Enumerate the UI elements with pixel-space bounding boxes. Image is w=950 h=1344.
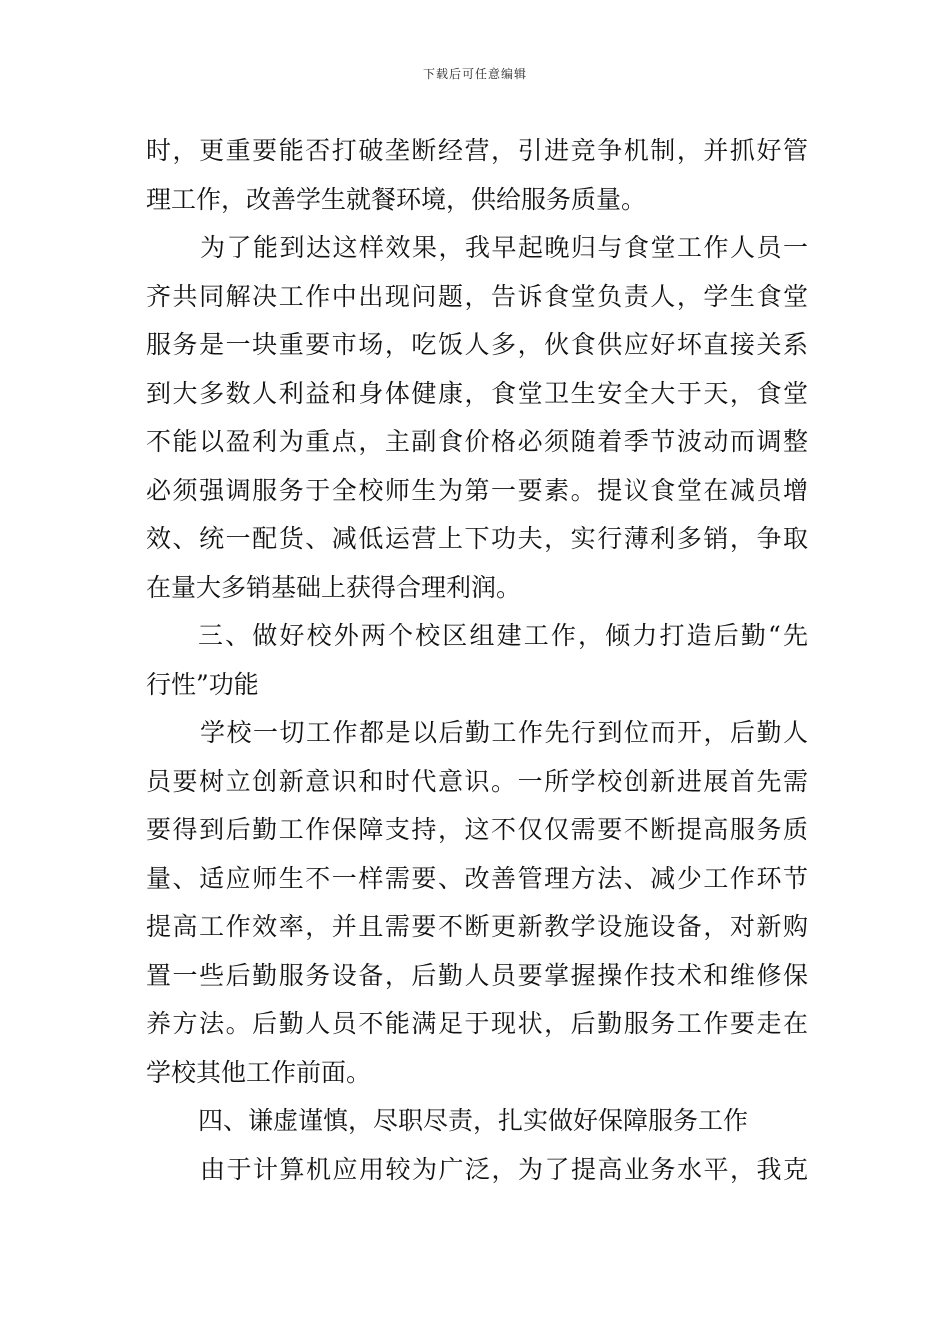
section-heading-3: 三、做好校外两个校区组建工作，倾力打造后勤“先 xyxy=(198,621,808,650)
text-line: 学校一切工作都是以后勤工作先行到位而开，后勤人 xyxy=(200,718,808,747)
text-line: 由于计算机应用较为广泛，为了提高业务水平，我克 xyxy=(200,1154,808,1184)
text-line: 提高工作效率，并且需要不断更新教学设施设备，对新购 xyxy=(146,912,808,941)
text-line: 养方法。后勤人员不能满足于现状，后勤服务工作要走在 xyxy=(146,1009,808,1038)
text-line: 理工作，改善学生就餐环境，供给服务质量。 xyxy=(146,184,647,214)
text-line: 齐共同解决工作中出现问题，告诉食堂负责人，学生食堂 xyxy=(146,281,808,311)
section-heading-3-continued: 行性”功能 xyxy=(146,669,259,699)
text-line: 到大多数人利益和身体健康，食堂卫生安全大于天，食堂 xyxy=(146,378,808,408)
text-line: 学校其他工作前面。 xyxy=(146,1057,372,1087)
body-text xyxy=(146,127,808,1194)
text-line: 效、统一配货、减低运营上下功夫，实行薄利多销，争取 xyxy=(146,524,808,553)
text-line: 为了能到达这样效果，我早起晚归与食堂工作人员一 xyxy=(200,233,808,262)
text-line: 必须强调服务于全校师生为第一要素。提议食堂在减员增 xyxy=(146,475,808,505)
text-line: 服务是一块重要市场，吃饭人多，伙食供应好坏直接关系 xyxy=(146,330,808,359)
text-line: 员要树立创新意识和时代意识。一所学校创新进展首先需 xyxy=(146,766,808,796)
header-note: 下载后可任意编辑 xyxy=(422,67,527,81)
section-heading-4: 四、谦虚谨慎，尽职尽责，扎实做好保障服务工作 xyxy=(198,1106,749,1135)
text-line: 量、适应师生不一样需要、改善管理方法、减少工作环节 xyxy=(146,863,808,893)
text-line: 时，更重要能否打破垄断经营，引进竞争机制，并抓好管 xyxy=(146,136,808,165)
text-line: 置一些后勤服务设备，后勤人员要掌握操作技术和维修保 xyxy=(146,960,808,990)
text-line: 在量大多销基础上获得合理利润。 xyxy=(146,572,522,602)
text-line: 不能以盈利为重点，主副食价格必须随着季节波动而调整 xyxy=(146,427,808,456)
text-line: 要得到后勤工作保障支持，这不仅仅需要不断提高服务质 xyxy=(146,815,808,844)
